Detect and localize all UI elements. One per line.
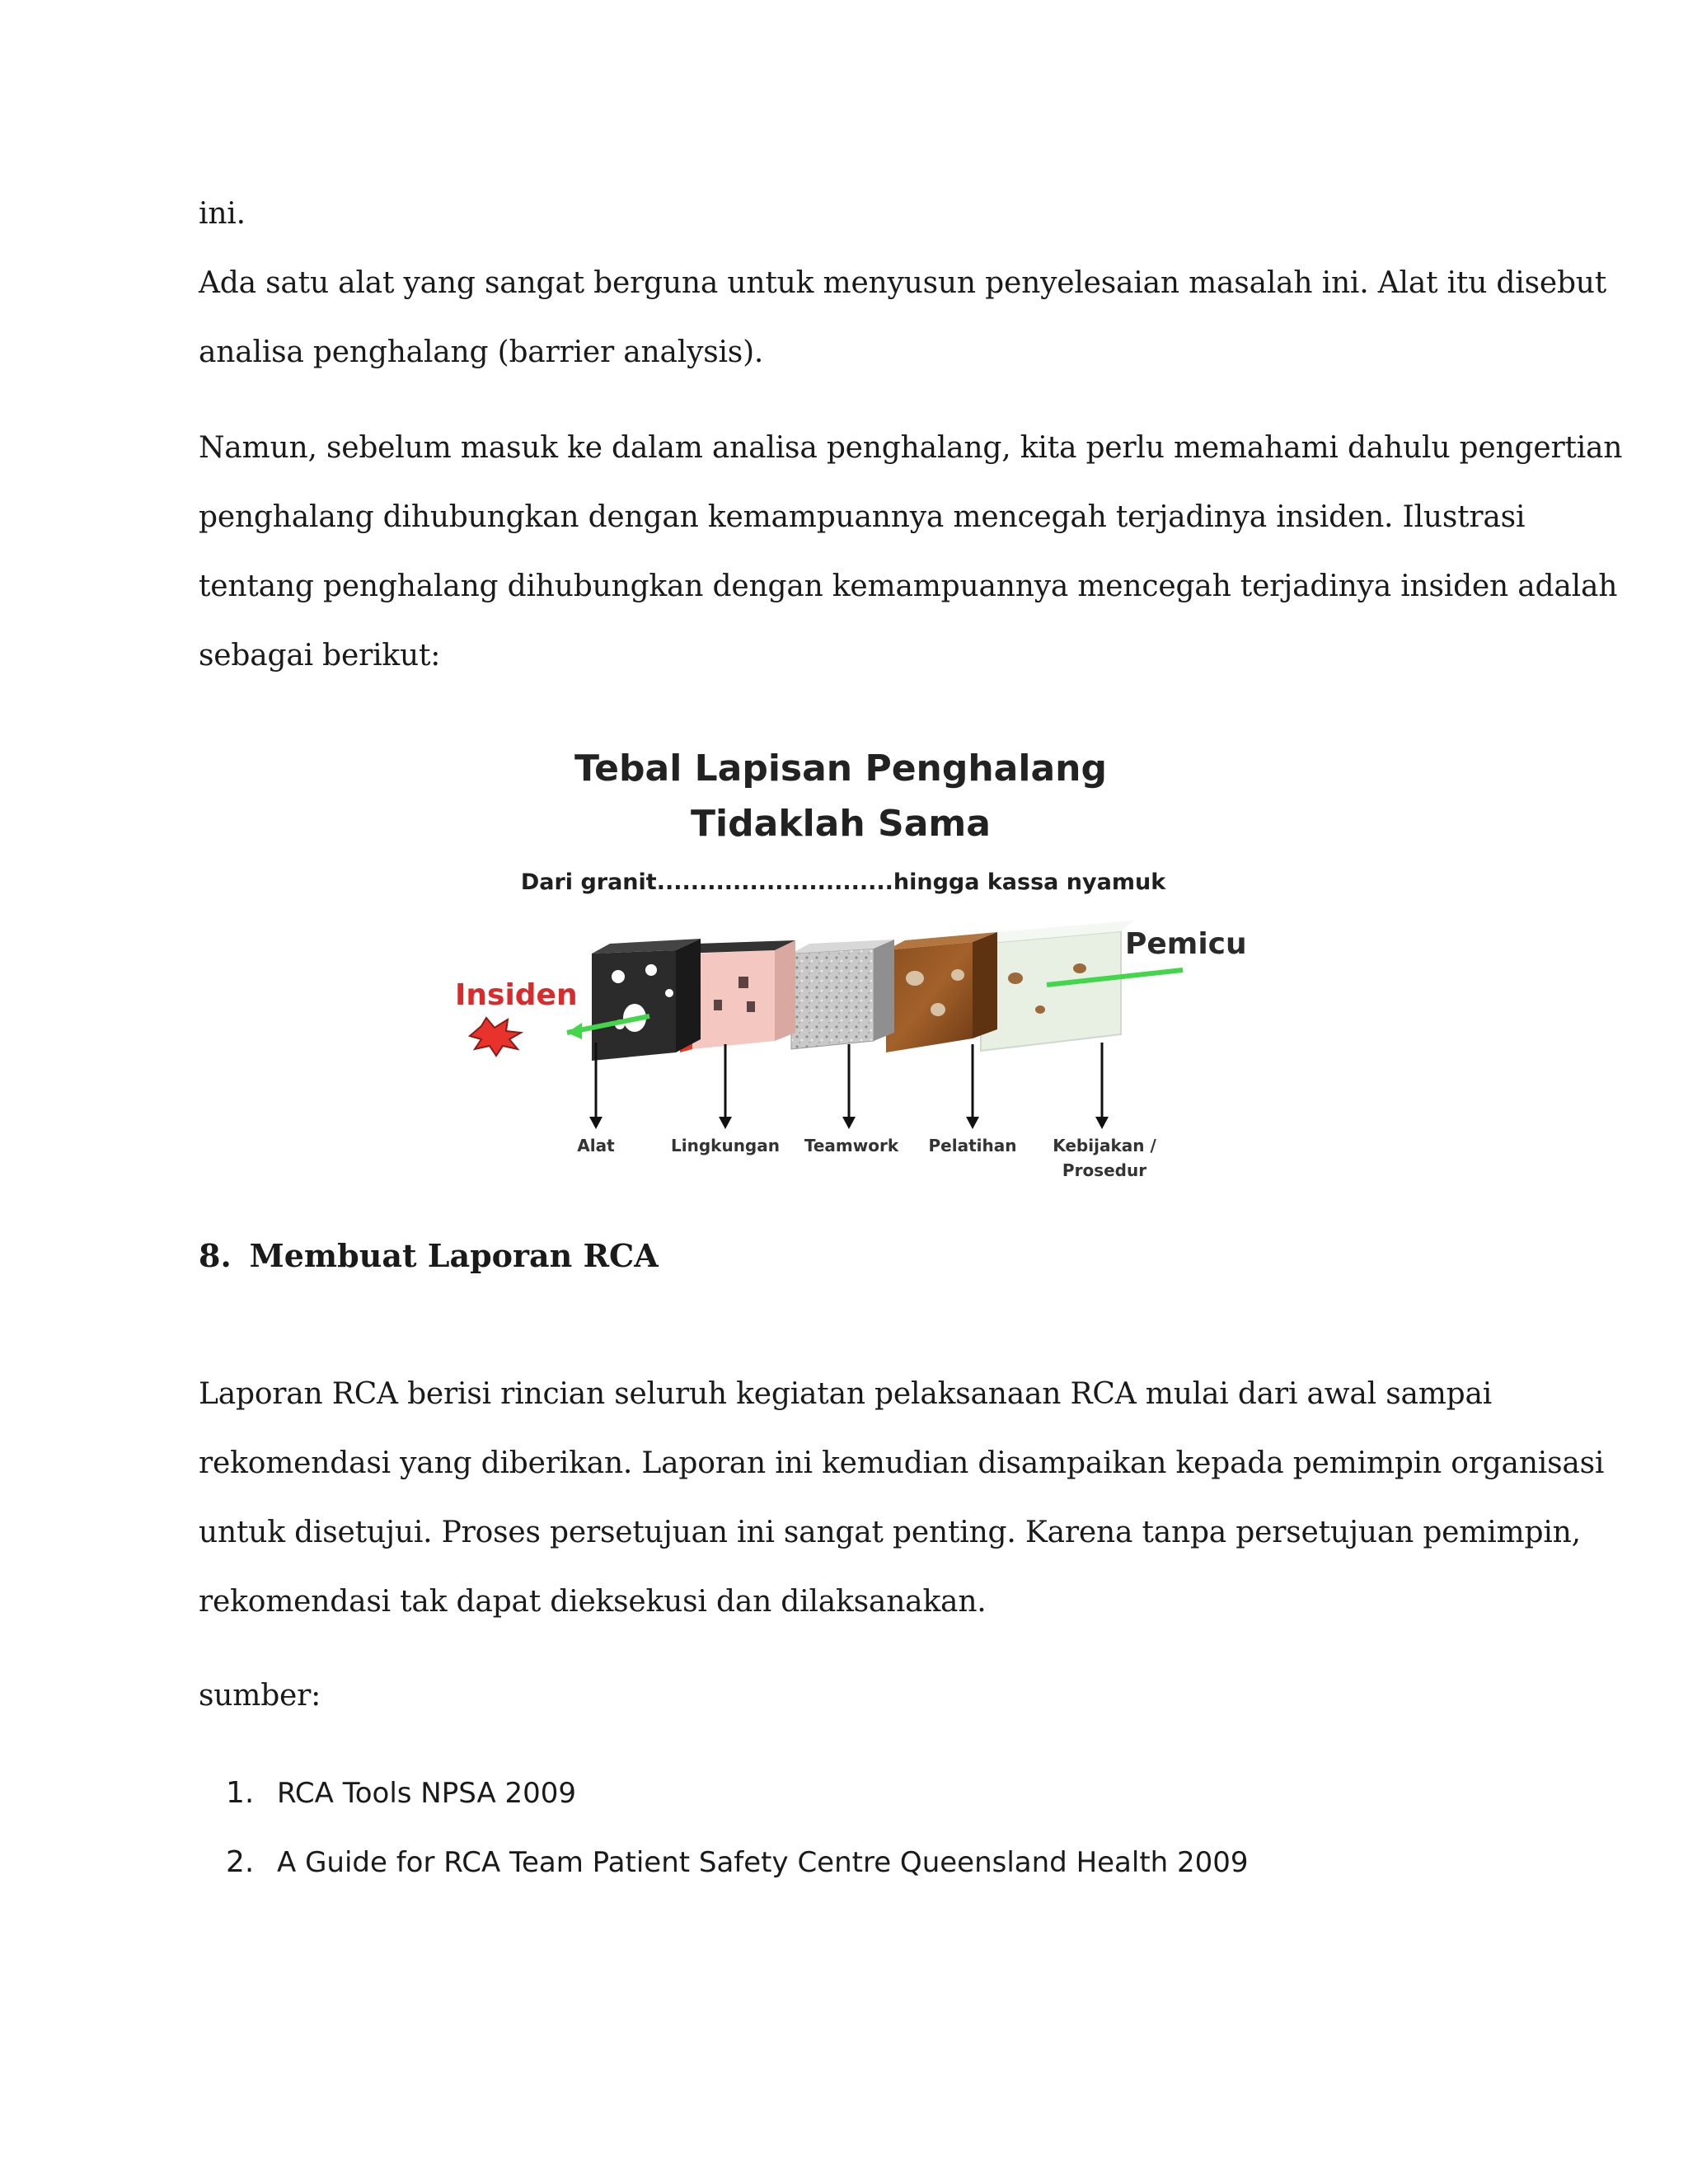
sources-label: sumber: — [199, 1679, 321, 1713]
paragraph-line: analisa penghalang (barrier analysis). — [199, 335, 764, 369]
layer-label-alat: Alat — [577, 1136, 615, 1155]
paragraph-line: untuk disetujui. Proses persetujuan ini sangat penting. Karena tanpa persetujuan pemimpin, — [199, 1516, 1581, 1549]
layer-label-pelatihan: Pelatihan — [928, 1136, 1017, 1155]
paragraph-line: Laporan RCA berisi rincian seluruh kegiatan pelaksanaan RCA mulai dari awal sampai — [199, 1377, 1493, 1411]
paragraph-line: rekomendasi yang diberikan. Laporan ini kemudian disampaikan kepada pemimpin organisasi — [199, 1446, 1605, 1480]
figure-title-line1: Tebal Lapisan Penghalang — [574, 748, 1107, 790]
section-number: 8. — [199, 1237, 232, 1274]
paragraph-line: tentang penghalang dihubungkan dengan kemampuannya mencegah terjadinya insiden adalah — [199, 569, 1618, 603]
barrier-illustration — [429, 738, 1253, 1191]
incident-label: Insiden — [455, 978, 578, 1012]
paragraph-line: rekomendasi tak dapat dieksekusi dan dilaksanakan. — [199, 1585, 987, 1619]
paragraph-line: ini. — [199, 197, 246, 231]
layer-label-prosedur: Prosedur — [1062, 1160, 1147, 1180]
paragraph-line: sebagai berikut: — [199, 639, 441, 673]
incident-burst-icon — [470, 1018, 521, 1056]
reference-item — [226, 1844, 1249, 1881]
figure-subtitle: Dari granit............................hingga kassa nyamuk — [520, 869, 1166, 895]
layer-label-teamwork: Teamwork — [804, 1136, 899, 1155]
layer-label-kebijakan: Kebijakan / — [1053, 1136, 1156, 1155]
section-heading — [199, 1235, 659, 1277]
reference-index: 2. — [226, 1845, 255, 1879]
trigger-label: Pemicu — [1125, 927, 1247, 961]
reference-index: 1. — [226, 1776, 255, 1810]
paragraph-line: Ada satu alat yang sangat berguna untuk menyusun penyelesaian masalah ini. Alat itu disebut — [199, 266, 1607, 300]
paragraph-line: penghalang dihubungkan dengan kemampuannya mencegah terjadinya insiden. Ilustrasi — [199, 500, 1526, 534]
figure-title-line2: Tidaklah Sama — [691, 803, 991, 845]
black-plate-layer — [592, 939, 701, 1061]
reference-text: A Guide for RCA Team Patient Safety Centre Queensland Health 2009 — [277, 1846, 1249, 1879]
granite-layer — [791, 940, 894, 1049]
wood-layer — [886, 932, 997, 1052]
reference-text: RCA Tools NPSA 2009 — [277, 1777, 577, 1810]
section-title: Membuat Laporan RCA — [249, 1237, 659, 1274]
paragraph-line: Namun, sebelum masuk ke dalam analisa penghalang, kita perlu memahami dahulu pengertian — [199, 431, 1623, 465]
layer-label-lingkungan: Lingkungan — [671, 1136, 780, 1155]
reference-item — [226, 1775, 576, 1811]
layer-arrows — [589, 1043, 1109, 1129]
